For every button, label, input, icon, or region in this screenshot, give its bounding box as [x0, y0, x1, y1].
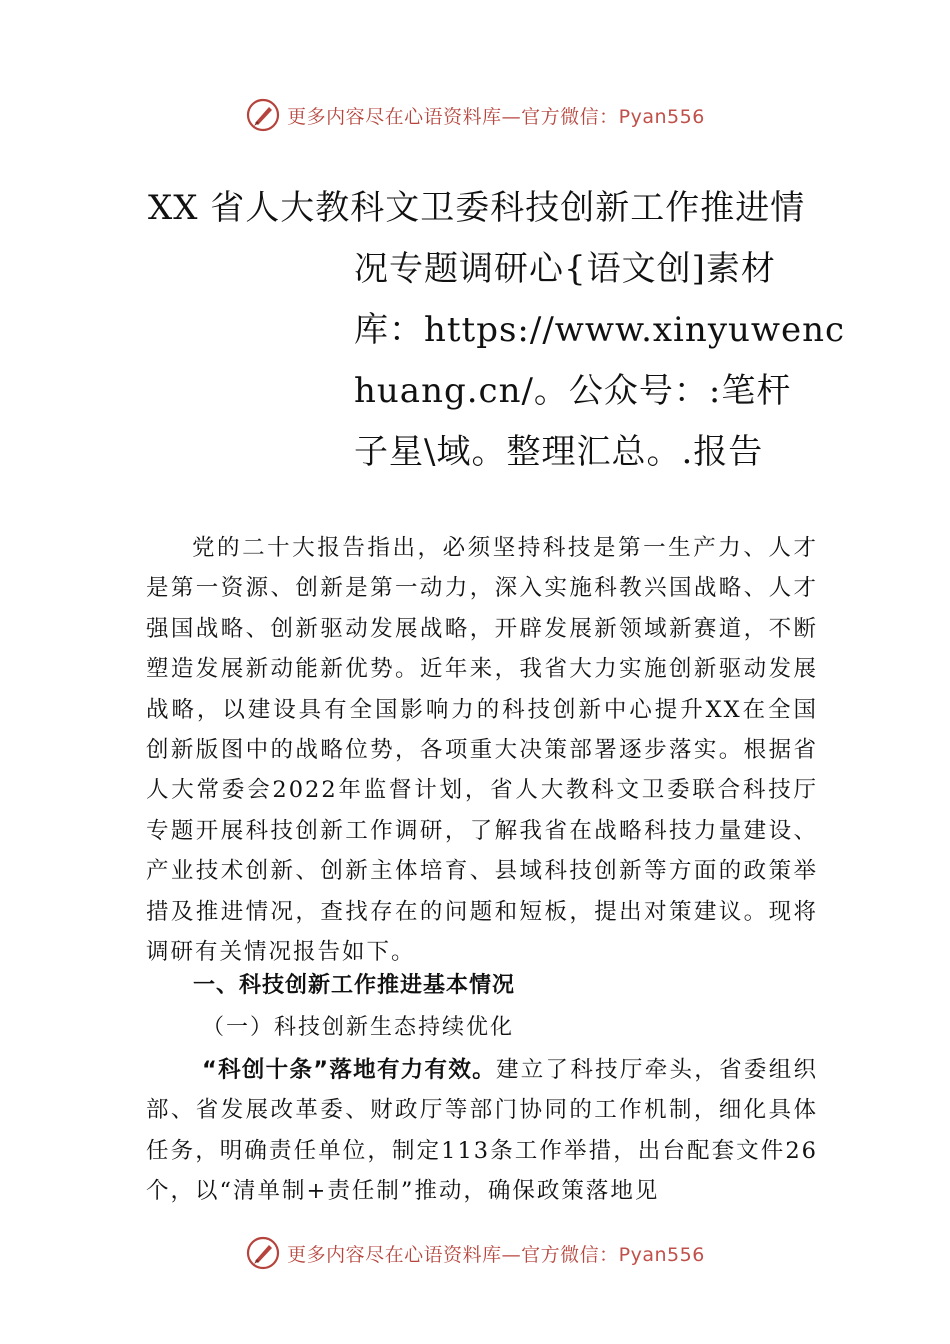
title-line-2: 况专题调研心{语文创]素材 [354, 249, 776, 289]
title-line-5: 子星\域。整理汇总。.报告 [354, 432, 764, 472]
pen-seal-logo-icon [245, 97, 281, 133]
title-line-1: XX 省人大教科文卫委科技创新工作推进情 [148, 188, 806, 228]
section-heading-1: 一、科技创新工作推进基本情况 [193, 973, 516, 998]
header-watermark-banner [0, 90, 950, 140]
footer-watermark-banner [0, 1228, 950, 1278]
paragraph-lead: “科创十条”落地有力有效。 [202, 1057, 496, 1083]
watermark-text: 更多内容尽在心语资料库—官方微信：Pyan556 [287, 105, 705, 128]
wechat-id: Pyan556 [618, 105, 705, 128]
watermark-text: 更多内容尽在心语资料库—官方微信：Pyan556 [287, 1243, 705, 1266]
pen-seal-logo-icon [245, 1235, 281, 1271]
document-title [148, 178, 846, 483]
title-line-3: 库：https://www.xinyuwenc [354, 310, 846, 350]
wechat-id: Pyan556 [618, 1243, 705, 1266]
intro-paragraph: 党的二十大报告指出，必须坚持科技是第一生产力、人才是第一资源、创新是第一动力，深入实施科教兴国战略、人才强国战略、创新驱动发展战略，开辟发展新领域新赛道，不断塑造发展新动能新优势。近年来，我省大力实施创新驱动发展战略，以建设具有全国影响力的科技创新中心提升XX在全国创新版图中的战略位势，各项重大决策部署逐步落实。根据省人大常委会2022年监督计划，省人大教科文卫委联合科技厅专题开展科技创新工作调研，了解我省在战略科技力量建设、产业技术创新、创新主体培育、县域科技创新等方面的政策举措及推进情况，查找存在的问题和短板，提出对策建议。现将调研有关情况报告如下。 [146, 535, 818, 966]
subsection-heading-1: （一）科技创新生态持续优化 [202, 1015, 515, 1040]
paragraph-text: 建立了科技厅牵头，省委组织部、省发展改革委、财政厅等部门协同的工作机制，细化具体任务，明确责任单位，制定113条工作举措，出台配套文件26个，以“清单制+责任制”推动，确保政策落地见 [146, 1057, 818, 1205]
body-paragraph-2 [146, 1050, 818, 1212]
title-line-4: huang.cn/。公众号：:笔杆 [354, 371, 792, 411]
